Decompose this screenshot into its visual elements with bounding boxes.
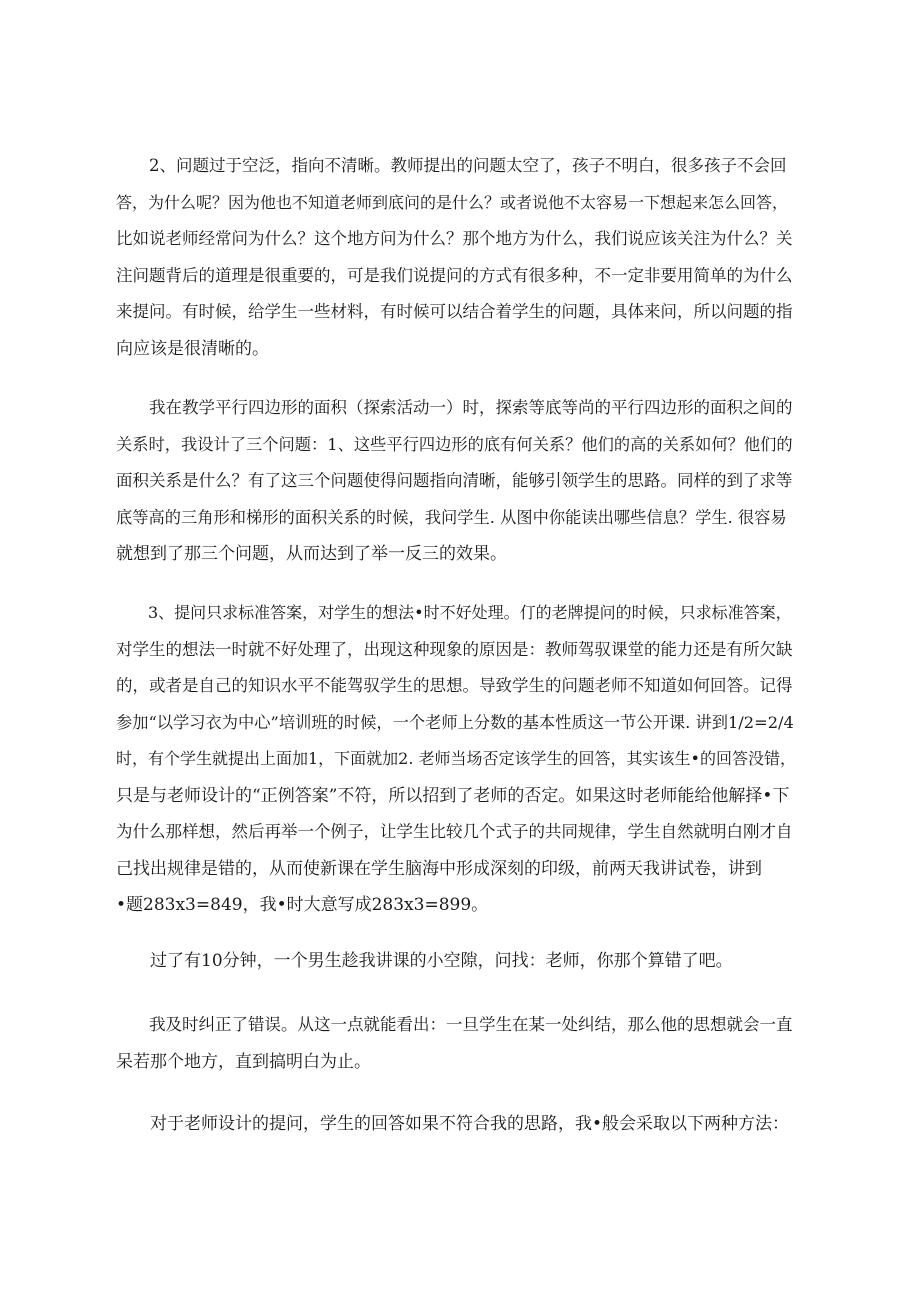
text-line: 参加“以学习衣为中心”培训班的时候，一个老师上分数的基本性质这一节公开课. 讲到1/2=2/4: [116, 712, 794, 732]
text-line: 就想到了那三个问题，从而达到了举一反三的效果。: [116, 544, 507, 564]
paragraph-ten-minutes: [116, 943, 796, 980]
text-line: 来提问。有时候，给学生一些材料，有时候可以结合着学生的问题，具体来问，所以问题的指: [116, 302, 793, 321]
text-line: 关系时，我设计了三个问题：1、这些平行四边形的底有何关系？他们的高的关系如何？他们的: [116, 434, 793, 454]
text-line: 比如说老师经常问为什么？这个地方问为什么？那个地方为什么，我们说应该关注为什么？关: [116, 229, 793, 248]
text-line: 呆若那个地方，直到搞明白为止。: [116, 1051, 371, 1072]
text-line: 我及时纠正了错误。从这一点就能看出：一旦学生在某一处纠结，那么他的思想就会一直: [116, 1015, 793, 1034]
paragraph-correction: [116, 1007, 796, 1080]
text-line: 底等高的三角形和梯形的面积关系的时候，我问学生. 从图中你能读出哪些信息？学生. 很容易: [116, 507, 787, 527]
text-line: 时，有个学生就提出上面加1，下面就加2. 老师当场否定该学生的回答，其实该生•的回答没错，: [116, 749, 796, 768]
text-line: 己找出规律是错的，从而使新课在学生脑海中形成深刻的印级，前两天我讲试卷，讲到: [116, 858, 762, 879]
text-line: 注问题背后的道理是很重要的，可是我们说提问的方式有很多种，不一定非要用简单的为什么: [116, 265, 793, 285]
paragraph-parallelogram-example: [116, 390, 796, 573]
text-line: •题283x3=849，我•时大意写成283x3=899。: [116, 895, 489, 915]
text-line: 对学生的想法一时就不好处理了，出现这种现象的原因是：教师驾驭课堂的能力还是有所欠缺: [116, 639, 793, 659]
text-line: 答，为什么呢？因为他也不知道老师到底问的是什么？或者说他不太容易一下想起来怎么回答，: [116, 192, 789, 212]
text-line: 3、提问只求标准答案，对学生的想法•时不好处理。仃的老牌提问的时候，只求标准答案，: [116, 603, 792, 622]
text-line: 只是与老师设计的“正例答案”不符，所以招到了老师的否定。如果这时老师能给他解择•下: [116, 785, 790, 806]
text-line: 面积关系是什么？有了这三个问题使得问题指向清晰，能够引领学生的思路。同样的到了求等: [116, 471, 793, 490]
text-line: 的，或者是自己的知识水平不能驾驭学生的思想。导致学生的问题老师不知道如何回答。记得: [116, 676, 793, 695]
text-line: 过了有10分钟，一个男生趁我讲课的小空隙，问找：老师，你那个算错了吧。: [116, 951, 733, 971]
text-line: 我在教学平行四边形的面积（探索活动一）时，探索等底等尚的平行四边形的面积之间的: [116, 398, 793, 417]
text-line: 向应该是很清晰的。: [116, 338, 269, 359]
paragraph-vague-questions: [116, 148, 796, 367]
text-line: 为什么那样想，然后再举一个例子，让学生比较几个式子的共同规律，学生自然就明白刚才自: [116, 822, 793, 841]
paragraph-two-methods: [116, 1106, 796, 1143]
paragraph-standard-answers: [116, 595, 796, 924]
text-line: 对于老师设计的提问，学生的回答如果不符合我的思路，我•般会采取以下两种方法：: [116, 1114, 790, 1134]
text-line: 2、问题过于空泛，指向不清晰。教师提出的问题太空了，孩子不明白，很多孩子不会回: [116, 156, 787, 175]
